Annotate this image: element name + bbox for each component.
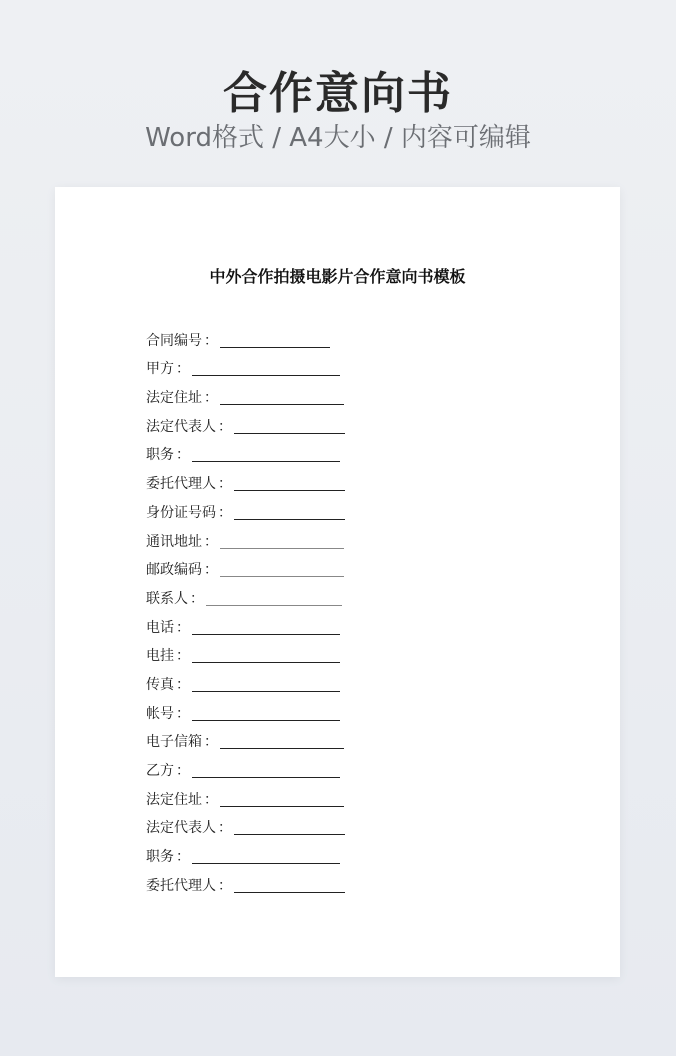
field-row-party-a: 甲方 ： bbox=[146, 351, 446, 380]
fill-in-line[interactable] bbox=[220, 347, 330, 348]
field-label: 法定代表人 bbox=[146, 820, 216, 837]
fill-in-line[interactable] bbox=[192, 777, 340, 778]
field-row-position-b: 职务 ： bbox=[146, 838, 446, 867]
field-row-party-b: 乙方 ： bbox=[146, 752, 446, 781]
fill-in-line[interactable] bbox=[192, 662, 340, 663]
field-label: 通讯地址 bbox=[146, 533, 202, 550]
field-row-legal-representative: 法定代表人 ： bbox=[146, 408, 446, 437]
fill-in-line[interactable] bbox=[192, 720, 340, 721]
field-row-agent-b: 委托代理人 ： bbox=[146, 867, 446, 896]
fill-in-line[interactable] bbox=[220, 748, 344, 749]
fill-in-line[interactable] bbox=[192, 863, 340, 864]
field-label: 电子信箱 bbox=[146, 734, 202, 751]
field-label: 委托代理人 bbox=[146, 877, 216, 894]
field-row-email: 电子信箱 ： bbox=[146, 724, 446, 753]
fill-in-line[interactable] bbox=[192, 691, 340, 692]
field-label: 委托代理人 bbox=[146, 476, 216, 493]
banner-subtitle: Word格式 / A4大小 / 内容可编辑 bbox=[145, 123, 531, 153]
field-label: 合同编号 bbox=[146, 332, 202, 349]
field-label: 身份证号码 bbox=[146, 504, 216, 521]
field-row-legal-address: 法定住址 ： bbox=[146, 379, 446, 408]
field-row-fax: 传真 ： bbox=[146, 666, 446, 695]
field-row-contact-person: 联系人 ： bbox=[146, 580, 446, 609]
field-row-legal-address-b: 法定住址 ： bbox=[146, 781, 446, 810]
field-label: 电话 bbox=[146, 619, 174, 636]
field-list bbox=[146, 322, 446, 896]
fill-in-line[interactable] bbox=[192, 375, 340, 376]
field-label: 职务 bbox=[146, 447, 174, 464]
fill-in-line[interactable] bbox=[234, 834, 345, 835]
banner-title: 合作意向书 bbox=[223, 68, 453, 119]
field-label: 甲方 bbox=[146, 361, 174, 378]
field-label: 法定住址 bbox=[146, 390, 202, 407]
field-row-id-number: 身份证号码 ： bbox=[146, 494, 446, 523]
fill-in-line[interactable] bbox=[192, 634, 340, 635]
field-label: 职务 bbox=[146, 849, 174, 866]
document-page bbox=[55, 187, 620, 977]
fill-in-line[interactable] bbox=[220, 576, 344, 577]
field-label: 联系人 bbox=[146, 590, 188, 607]
field-row-telephone: 电话 ： bbox=[146, 609, 446, 638]
document-title: 中外合作拍摄电影片合作意向书模板 bbox=[209, 267, 466, 286]
field-label: 法定住址 bbox=[146, 791, 202, 808]
field-row-legal-representative-b: 法定代表人 ： bbox=[146, 810, 446, 839]
field-label: 邮政编码 bbox=[146, 562, 202, 579]
fill-in-line[interactable] bbox=[220, 806, 344, 807]
fill-in-line[interactable] bbox=[192, 461, 340, 462]
fill-in-line[interactable] bbox=[234, 892, 345, 893]
field-row-contract-number: 合同编号 ： bbox=[146, 322, 446, 351]
field-row-postal-code: 邮政编码 ： bbox=[146, 552, 446, 581]
fill-in-line[interactable] bbox=[234, 433, 345, 434]
field-label: 电挂 bbox=[146, 648, 174, 665]
field-row-position: 职务 ： bbox=[146, 437, 446, 466]
field-label: 乙方 bbox=[146, 763, 174, 779]
field-row-telegraph: 电挂 ： bbox=[146, 638, 446, 667]
field-label: 传真 bbox=[146, 676, 174, 693]
fill-in-line[interactable] bbox=[220, 404, 344, 405]
field-row-account: 帐号 ： bbox=[146, 695, 446, 724]
fill-in-line[interactable] bbox=[234, 519, 345, 520]
fill-in-line[interactable] bbox=[220, 548, 344, 549]
fill-in-line[interactable] bbox=[234, 490, 345, 491]
field-row-mailing-address: 通讯地址 ： bbox=[146, 523, 446, 552]
fill-in-line[interactable] bbox=[206, 605, 342, 606]
field-label: 法定代表人 bbox=[146, 418, 216, 435]
field-row-agent: 委托代理人 ： bbox=[146, 465, 446, 494]
field-label: 帐号 bbox=[146, 705, 174, 722]
